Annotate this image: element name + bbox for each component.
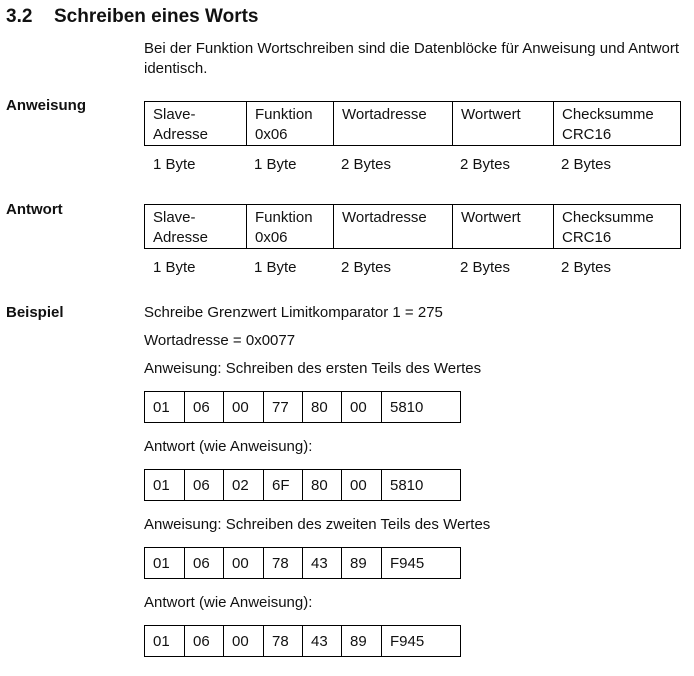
field-word-value: Wortwert (453, 205, 554, 249)
hex-byte: 06 (185, 626, 224, 657)
size-label: 1 Byte (153, 259, 196, 276)
beispiel-label: Beispiel (6, 304, 64, 321)
example-word-address: Wortadresse = 0x0077 (144, 332, 296, 349)
frame-caption: Anweisung: Schreiben des zweiten Teils des Wertes (144, 516, 491, 533)
hex-byte: 43 (303, 626, 342, 657)
hex-frame-table (144, 391, 461, 423)
hex-byte: 89 (342, 548, 382, 579)
antwort-label: Antwort (6, 201, 63, 218)
hex-byte: 78 (264, 626, 303, 657)
hex-byte: 01 (145, 470, 185, 501)
hex-frame-table (144, 625, 461, 657)
hex-byte: 06 (185, 548, 224, 579)
field-checksum: Checksumme CRC16 (554, 102, 681, 146)
hex-byte: 06 (185, 470, 224, 501)
anweisung-frame-table (144, 101, 681, 146)
antwort-byte-sizes (144, 259, 679, 276)
hex-byte: 01 (145, 548, 185, 579)
hex-byte: 78 (264, 548, 303, 579)
frame-caption: Antwort (wie Anweisung): (144, 594, 313, 611)
hex-frame-table (144, 547, 461, 579)
hex-byte: 43 (303, 548, 342, 579)
hex-byte: 06 (185, 392, 224, 423)
hex-byte: 00 (342, 392, 382, 423)
hex-byte: 89 (342, 626, 382, 657)
hex-byte: 6F (264, 470, 303, 501)
hex-byte: 01 (145, 392, 185, 423)
section-number: 3.2 (6, 6, 33, 27)
section-title: Schreiben eines Worts (54, 6, 259, 27)
hex-crc: F945 (382, 548, 461, 579)
frame-caption: Antwort (wie Anweisung): (144, 438, 313, 455)
hex-byte: 80 (303, 470, 342, 501)
size-label: 1 Byte (254, 156, 297, 173)
intro-paragraph: Bei der Funktion Wortschreiben sind die Datenblöcke für Anweisung und Antwort identisch. (144, 40, 680, 77)
hex-byte: 77 (264, 392, 303, 423)
field-checksum: Checksumme CRC16 (554, 205, 681, 249)
hex-byte: 02 (224, 470, 264, 501)
section-heading (6, 6, 259, 28)
anweisung-label: Anweisung (6, 97, 87, 114)
hex-crc: 5810 (382, 392, 461, 423)
field-slave-address: Slave- Adresse (145, 205, 247, 249)
frame-caption: Anweisung: Schreiben des ersten Teils des Wertes (144, 360, 482, 377)
size-label: 2 Bytes (561, 259, 612, 276)
size-label: 1 Byte (153, 156, 196, 173)
field-word-address: Wortadresse (334, 102, 453, 146)
antwort-frame-table (144, 204, 681, 249)
hex-crc: F945 (382, 626, 461, 657)
size-label: 2 Bytes (561, 156, 612, 173)
hex-byte: 00 (224, 548, 264, 579)
hex-byte: 00 (224, 626, 264, 657)
hex-byte: 00 (342, 470, 382, 501)
size-label: 2 Bytes (341, 156, 392, 173)
size-label: 2 Bytes (460, 156, 511, 173)
field-function: Funktion 0x06 (247, 205, 334, 249)
hex-byte: 00 (224, 392, 264, 423)
field-word-value: Wortwert (453, 102, 554, 146)
field-slave-address: Slave- Adresse (145, 102, 247, 146)
example-description: Schreibe Grenzwert Limitkomparator 1 = 275 (144, 304, 443, 321)
hex-byte: 01 (145, 626, 185, 657)
field-word-address: Wortadresse (334, 205, 453, 249)
field-function: Funktion 0x06 (247, 102, 334, 146)
hex-frame-table (144, 469, 461, 501)
hex-byte: 80 (303, 392, 342, 423)
size-label: 1 Byte (254, 259, 297, 276)
size-label: 2 Bytes (341, 259, 392, 276)
size-label: 2 Bytes (460, 259, 511, 276)
anweisung-byte-sizes (144, 156, 679, 173)
hex-crc: 5810 (382, 470, 461, 501)
